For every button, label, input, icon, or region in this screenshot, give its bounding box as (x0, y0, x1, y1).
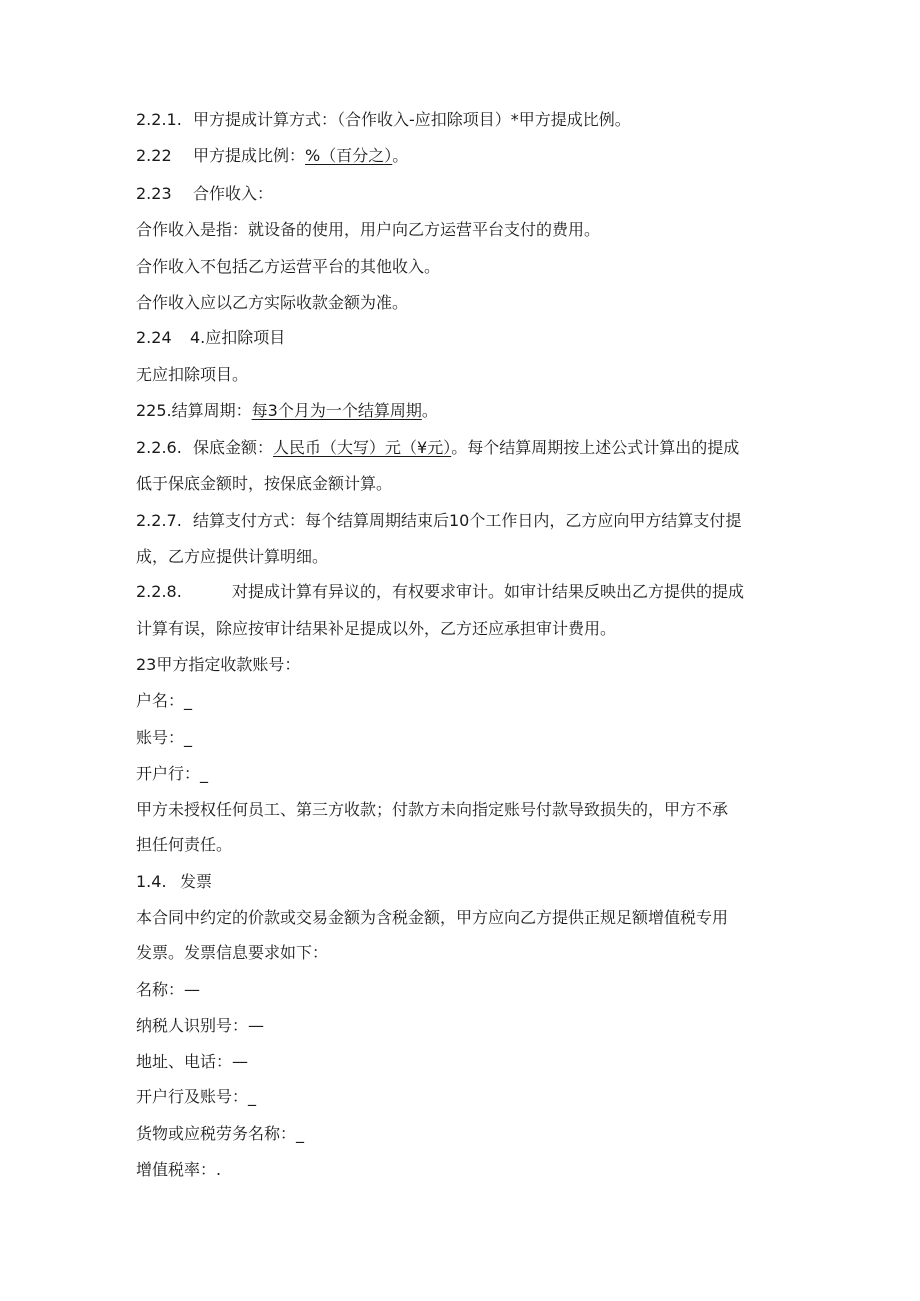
clause-text: 对提成计算有异议的，有权要求审计。如审计结果反映出乙方提供的提成 (232, 582, 745, 601)
clause-number: 2.2.7. (136, 511, 182, 530)
paragraph-line (136, 257, 440, 277)
clause-number: 2.24 (136, 328, 172, 347)
paragraph-line (136, 835, 232, 855)
clause-number: 1.4. (136, 872, 167, 891)
field-account-name (136, 691, 192, 711)
clause-2-24 (136, 328, 285, 348)
paragraph-text: 发票。发票信息要求如下： (136, 943, 329, 962)
clause-text: 合作收入： (193, 184, 274, 203)
clause-text: 4.应扣除项目 (190, 328, 286, 347)
paragraph-line (136, 293, 408, 313)
field-address-phone (136, 1052, 248, 1072)
field-text: 名称：— (136, 980, 201, 999)
clause-2-23 (136, 184, 273, 204)
field-text: 开户行：_ (136, 764, 209, 783)
field-bank-account (136, 1087, 256, 1107)
field-text: 增值税率：. (136, 1160, 222, 1179)
field-vat-rate (136, 1160, 221, 1180)
field-goods-name (136, 1124, 304, 1144)
clause-text: 225.结算周期： (136, 401, 252, 420)
clause-225 (136, 401, 438, 421)
clause-2-2-7 (136, 511, 741, 531)
clause-text: 甲方提成比例： (193, 146, 306, 165)
clause-text: 结算支付方式：每个结算周期结束后10个工作日内，乙方应向甲方结算支付提 (193, 511, 742, 530)
field-taxpayer-id (136, 1016, 264, 1036)
clause-1-4 (136, 872, 212, 892)
paragraph-line (136, 908, 728, 928)
clause-text-end: 。每个结算周期按上述公式计算出的提成 (451, 438, 740, 457)
paragraph-text: 合作收入是指：就设备的使用，用户向乙方运营平台支付的费用。 (136, 220, 601, 239)
paragraph-text: 成，乙方应提供计算明细。 (136, 547, 329, 566)
clause-text: 保底金额： (193, 438, 274, 457)
clause-2-2-6 (136, 438, 739, 458)
clause-text: 甲方提成计算方式：（合作收入-应扣除项目）*甲方提成比例。 (193, 110, 631, 129)
paragraph-text: 本合同中约定的价款或交易金额为含税金额，甲方应向乙方提供正规足额增值税专用 (136, 908, 729, 927)
field-text: 纳税人识别号：— (136, 1016, 265, 1035)
clause-2-2-8 (136, 582, 744, 602)
field-account-number (136, 728, 192, 748)
paragraph-line (136, 365, 248, 385)
section-heading-account (136, 655, 300, 675)
paragraph-line (136, 547, 328, 567)
field-text: 户名：_ (136, 691, 193, 710)
clause-number: 2.22 (136, 146, 172, 165)
paragraph-line (136, 220, 600, 240)
paragraph-text: 甲方未授权任何员工、第三方收款；付款方未向指定账号付款导致损失的，甲方不承 (136, 800, 729, 819)
clause-number: 2.23 (136, 184, 172, 203)
field-invoice-name (136, 980, 200, 1000)
paragraph-line (136, 800, 728, 820)
paragraph-text: 合作收入应以乙方实际收款金额为准。 (136, 293, 409, 312)
clause-2-22 (136, 146, 408, 166)
paragraph-text: 担任何责任。 (136, 835, 233, 854)
field-text: 开户行及账号：_ (136, 1087, 257, 1106)
clause-text: 发票 (180, 872, 213, 891)
paragraph-line (136, 943, 328, 963)
field-text: 货物或应税劳务名称：_ (136, 1124, 305, 1143)
blank-period: 每3个月为一个结算周期 (251, 401, 422, 420)
clause-text-end: 。 (392, 146, 409, 165)
clause-number: 2.2.1. (136, 110, 182, 129)
field-text: 账号：_ (136, 728, 193, 747)
blank-ratio: %（百分之） (305, 146, 393, 165)
paragraph-text: 计算有误，除应按审计结果补足提成以外，乙方还应承担审计费用。 (136, 619, 617, 638)
field-text: 地址、电话：— (136, 1052, 249, 1071)
field-bank (136, 764, 208, 784)
paragraph-line (136, 474, 392, 494)
paragraph-text: 合作收入不包括乙方运营平台的其他收入。 (136, 257, 441, 276)
paragraph-line (136, 619, 616, 639)
clause-number: 2.2.6. (136, 438, 182, 457)
blank-amount: 人民币（大写）元（¥元） (273, 438, 452, 457)
clause-number: 2.2.8. (136, 582, 182, 601)
heading-text: 23甲方指定收款账号： (136, 655, 301, 674)
clause-2-2-1 (136, 110, 631, 130)
paragraph-text: 低于保底金额时，按保底金额计算。 (136, 474, 393, 493)
paragraph-text: 无应扣除项目。 (136, 365, 249, 384)
clause-text-end: 。 (421, 401, 438, 420)
